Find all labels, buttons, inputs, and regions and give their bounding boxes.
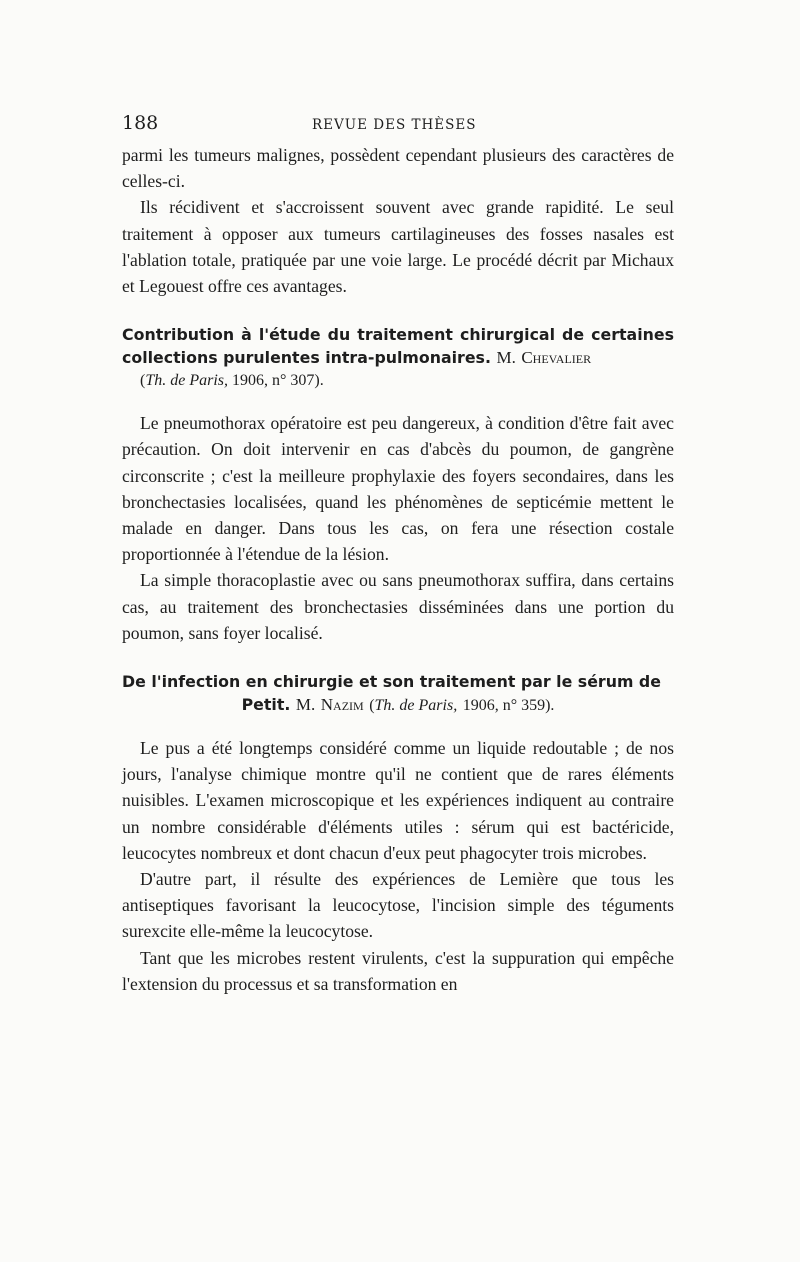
thesis-reference	[122, 369, 674, 392]
paragraph: Ils récidivent et s'accroissent souvent avec grande rapidité. Le seul traitement à opposer aux tumeurs cartilagineuses des fosses nasales est l'ablation totale, pratiquée par une voie large. Le procédé décrit par Michaux et Legouest offre ces avantages.	[122, 197, 674, 297]
author-name: Nazim	[320, 695, 364, 715]
running-title: REVUE DES THÈSES	[312, 117, 477, 133]
author-prefix: M.	[496, 348, 516, 368]
ref-open-paren: (	[140, 372, 146, 390]
paragraph: Le pneumothorax opératoire est peu dangereux, à condition d'être fait avec précaution. On doit intervenir en cas d'abcès du poumon, de gangrène circonscrite ; c'est la meilleure prophylaxie des foyers secondaires, dans les bronchectasies localisées, quand les phénomènes de septicémie mettent le malade en danger. Dans tous les cas, on fera une résection costale proportionnée à l'étendue de la lésion.	[122, 413, 674, 565]
thesis-details: 1906, n° 307).	[232, 372, 324, 390]
thesis-details: 1906, n° 359).	[462, 697, 555, 715]
author-prefix: M.	[295, 695, 316, 715]
page-number: 188	[122, 112, 159, 134]
entry-title-chevalier	[122, 323, 674, 392]
paragraph: Tant que les microbes restent virulents, c'est la suppuration qui empêche l'extension du processus et sa transformation en	[122, 947, 674, 994]
page	[122, 112, 674, 997]
paragraph: Le pus a été longtemps considéré comme un liquide redoutable ; de nos jours, l'analyse chimique montre qu'il ne contient que de rares éléments nuisibles. L'examen microscopique et les expériences indiquent au contraire un nombre considérable d'éléments utiles : sérum qui est bactéricide, leucocytes nombreux et dont chacun d'eux peut phagocyter trois microbes.	[122, 738, 674, 863]
entry-title-line: De l'infection en chirurgie et son traitement par le sérum de	[122, 672, 661, 692]
entry-title-second-line	[122, 693, 674, 717]
entry-title-nazim	[122, 670, 674, 717]
thesis-source: Th. de Paris,	[374, 697, 458, 715]
author-name: Chevalier	[521, 348, 592, 368]
paragraph: La simple thoracoplastie avec ou sans pneumothorax suffira, dans certains cas, au traitement des bronchectasies disséminées dans une portion du poumon, sans foyer localisé.	[122, 570, 674, 643]
running-head	[122, 112, 674, 142]
entry-title-text: Contribution à l'étude du traitement chirurgical de certaines collections purulentes intra-pulmonaires.	[122, 325, 674, 368]
ref-open-paren: (	[369, 697, 375, 715]
entry-title-text: Petit.	[241, 695, 291, 715]
continuation-paragraph: parmi les tumeurs malignes, possèdent cependant plusieurs des caractères de celles-ci.	[122, 145, 674, 192]
paragraph: D'autre part, il résulte des expériences de Lemière que tous les antiseptiques favorisant la leucocytose, l'incision simple des téguments surexcite elle-même la leucocytose.	[122, 869, 674, 942]
thesis-source: Th. de Paris,	[145, 372, 228, 390]
